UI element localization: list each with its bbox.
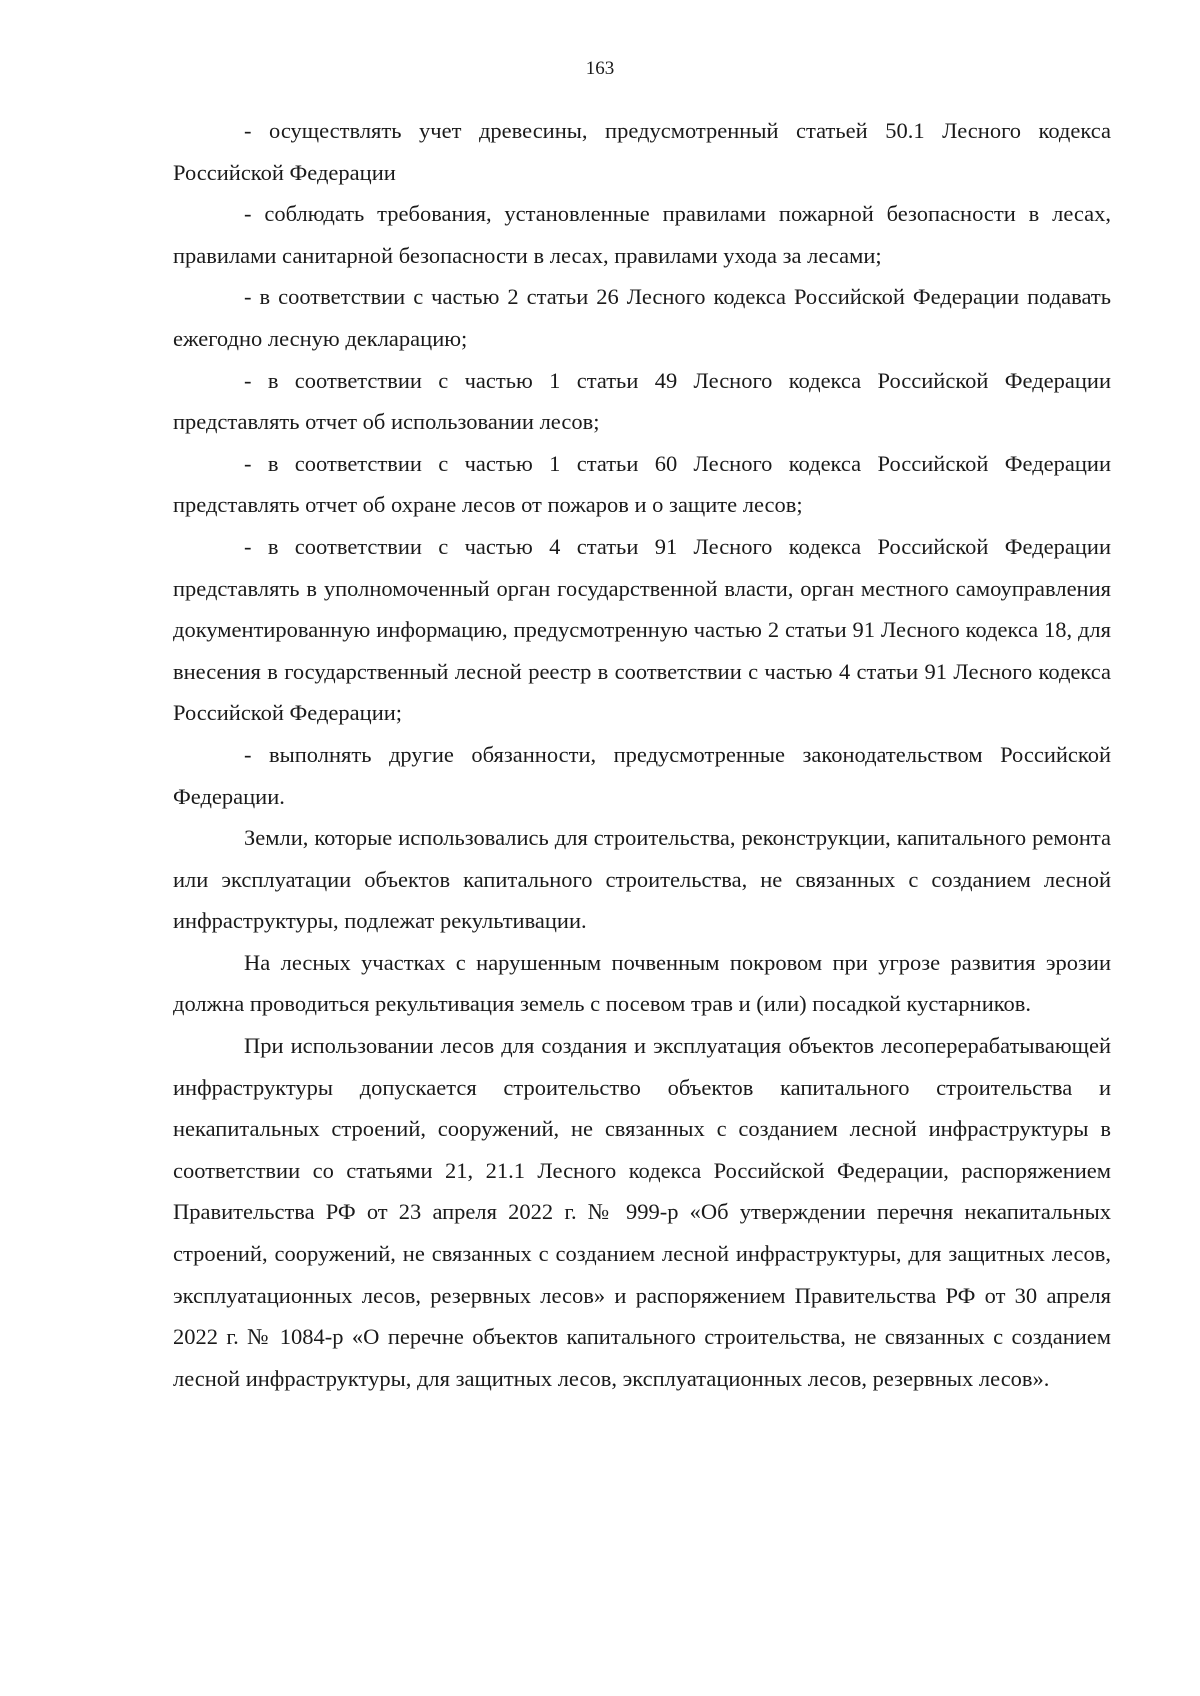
paragraph-processing-infrastructure: При использовании лесов для создания и эксплуатация объектов лесоперерабатывающей инфраструктуры допускается строительство объектов капитального строительства и некапитальных строений, сооружений, не связанных с созданием лесной инфраструктуры в соответствии со статьями 21, 21.1 Лесного кодекса Российской Федерации, распоряжением Правительства РФ от 23 апреля 2022 г. № 999-р «Об утверждении перечня некапитальных строений, сооружений, не связанных с созданием лесной инфраструктуры, для защитных лесов, эксплуатационных лесов, резервных лесов» и распоряжением Правительства РФ от 30 апреля 2022 г. № 1084-р «О перечне объектов капитального строительства, не связанных с созданием лесной инфраструктуры, для защитных лесов, эксплуатационных лесов, резервных лесов».: [173, 1033, 1111, 1391]
list-item-forest-protection-report: - в соответствии с частью 1 статьи 60 Лесного кодекса Российской Федерации представлять отчет об охране лесов от пожаров и о защите лесов;: [173, 450, 1111, 518]
paragraph-land-recultivation: Земли, которые использовались для строительства, реконструкции, капитального ремонта или эксплуатации объектов капитального строительства, не связанных с созданием лесной инфраструктуры, подлежат рекультивации.: [173, 825, 1111, 934]
list-item-fire-safety: - соблюдать требования, установленные правилами пожарной безопасности в лесах, правилами санитарной безопасности в лесах, правилами ухода за лесами;: [173, 201, 1111, 268]
list-item-forest-declaration: - в соответствии с частью 2 статьи 26 Лесного кодекса Российской Федерации подавать ежегодно лесную декларацию;: [173, 284, 1111, 351]
list-item-other-obligations: - выполнять другие обязанности, предусмотренные законодательством Российской Федерации.: [173, 741, 1111, 809]
page-number: 163: [585, 58, 615, 79]
list-item-forest-registry-info: - в соответствии с частью 4 статьи 91 Лесного кодекса Российской Федерации представлять в уполномоченный орган государственной власти, орган местного самоуправления документированную информацию, предусмотренную частью 2 статьи 91 Лесного кодекса 18, для внесения в государственный лесной реестр в соответствии с частью 4 статьи 91 Лесного кодекса Российской Федерации;: [173, 533, 1111, 726]
paragraph-erosion-recultivation: На лесных участках с нарушенным почвенным покровом при угрозе развития эрозии должна проводиться рекультивация земель с посевом трав и (или) посадкой кустарников.: [173, 949, 1111, 1017]
list-item-forest-use-report: - в соответствии с частью 1 статьи 49 Лесного кодекса Российской Федерации представлять отчет об использовании лесов;: [173, 367, 1111, 435]
document-body: [173, 110, 1111, 1399]
list-item-timber-accounting: - осуществлять учет древесины, предусмотренный статьей 50.1 Лесного кодекса Российской Федерации: [173, 118, 1111, 185]
